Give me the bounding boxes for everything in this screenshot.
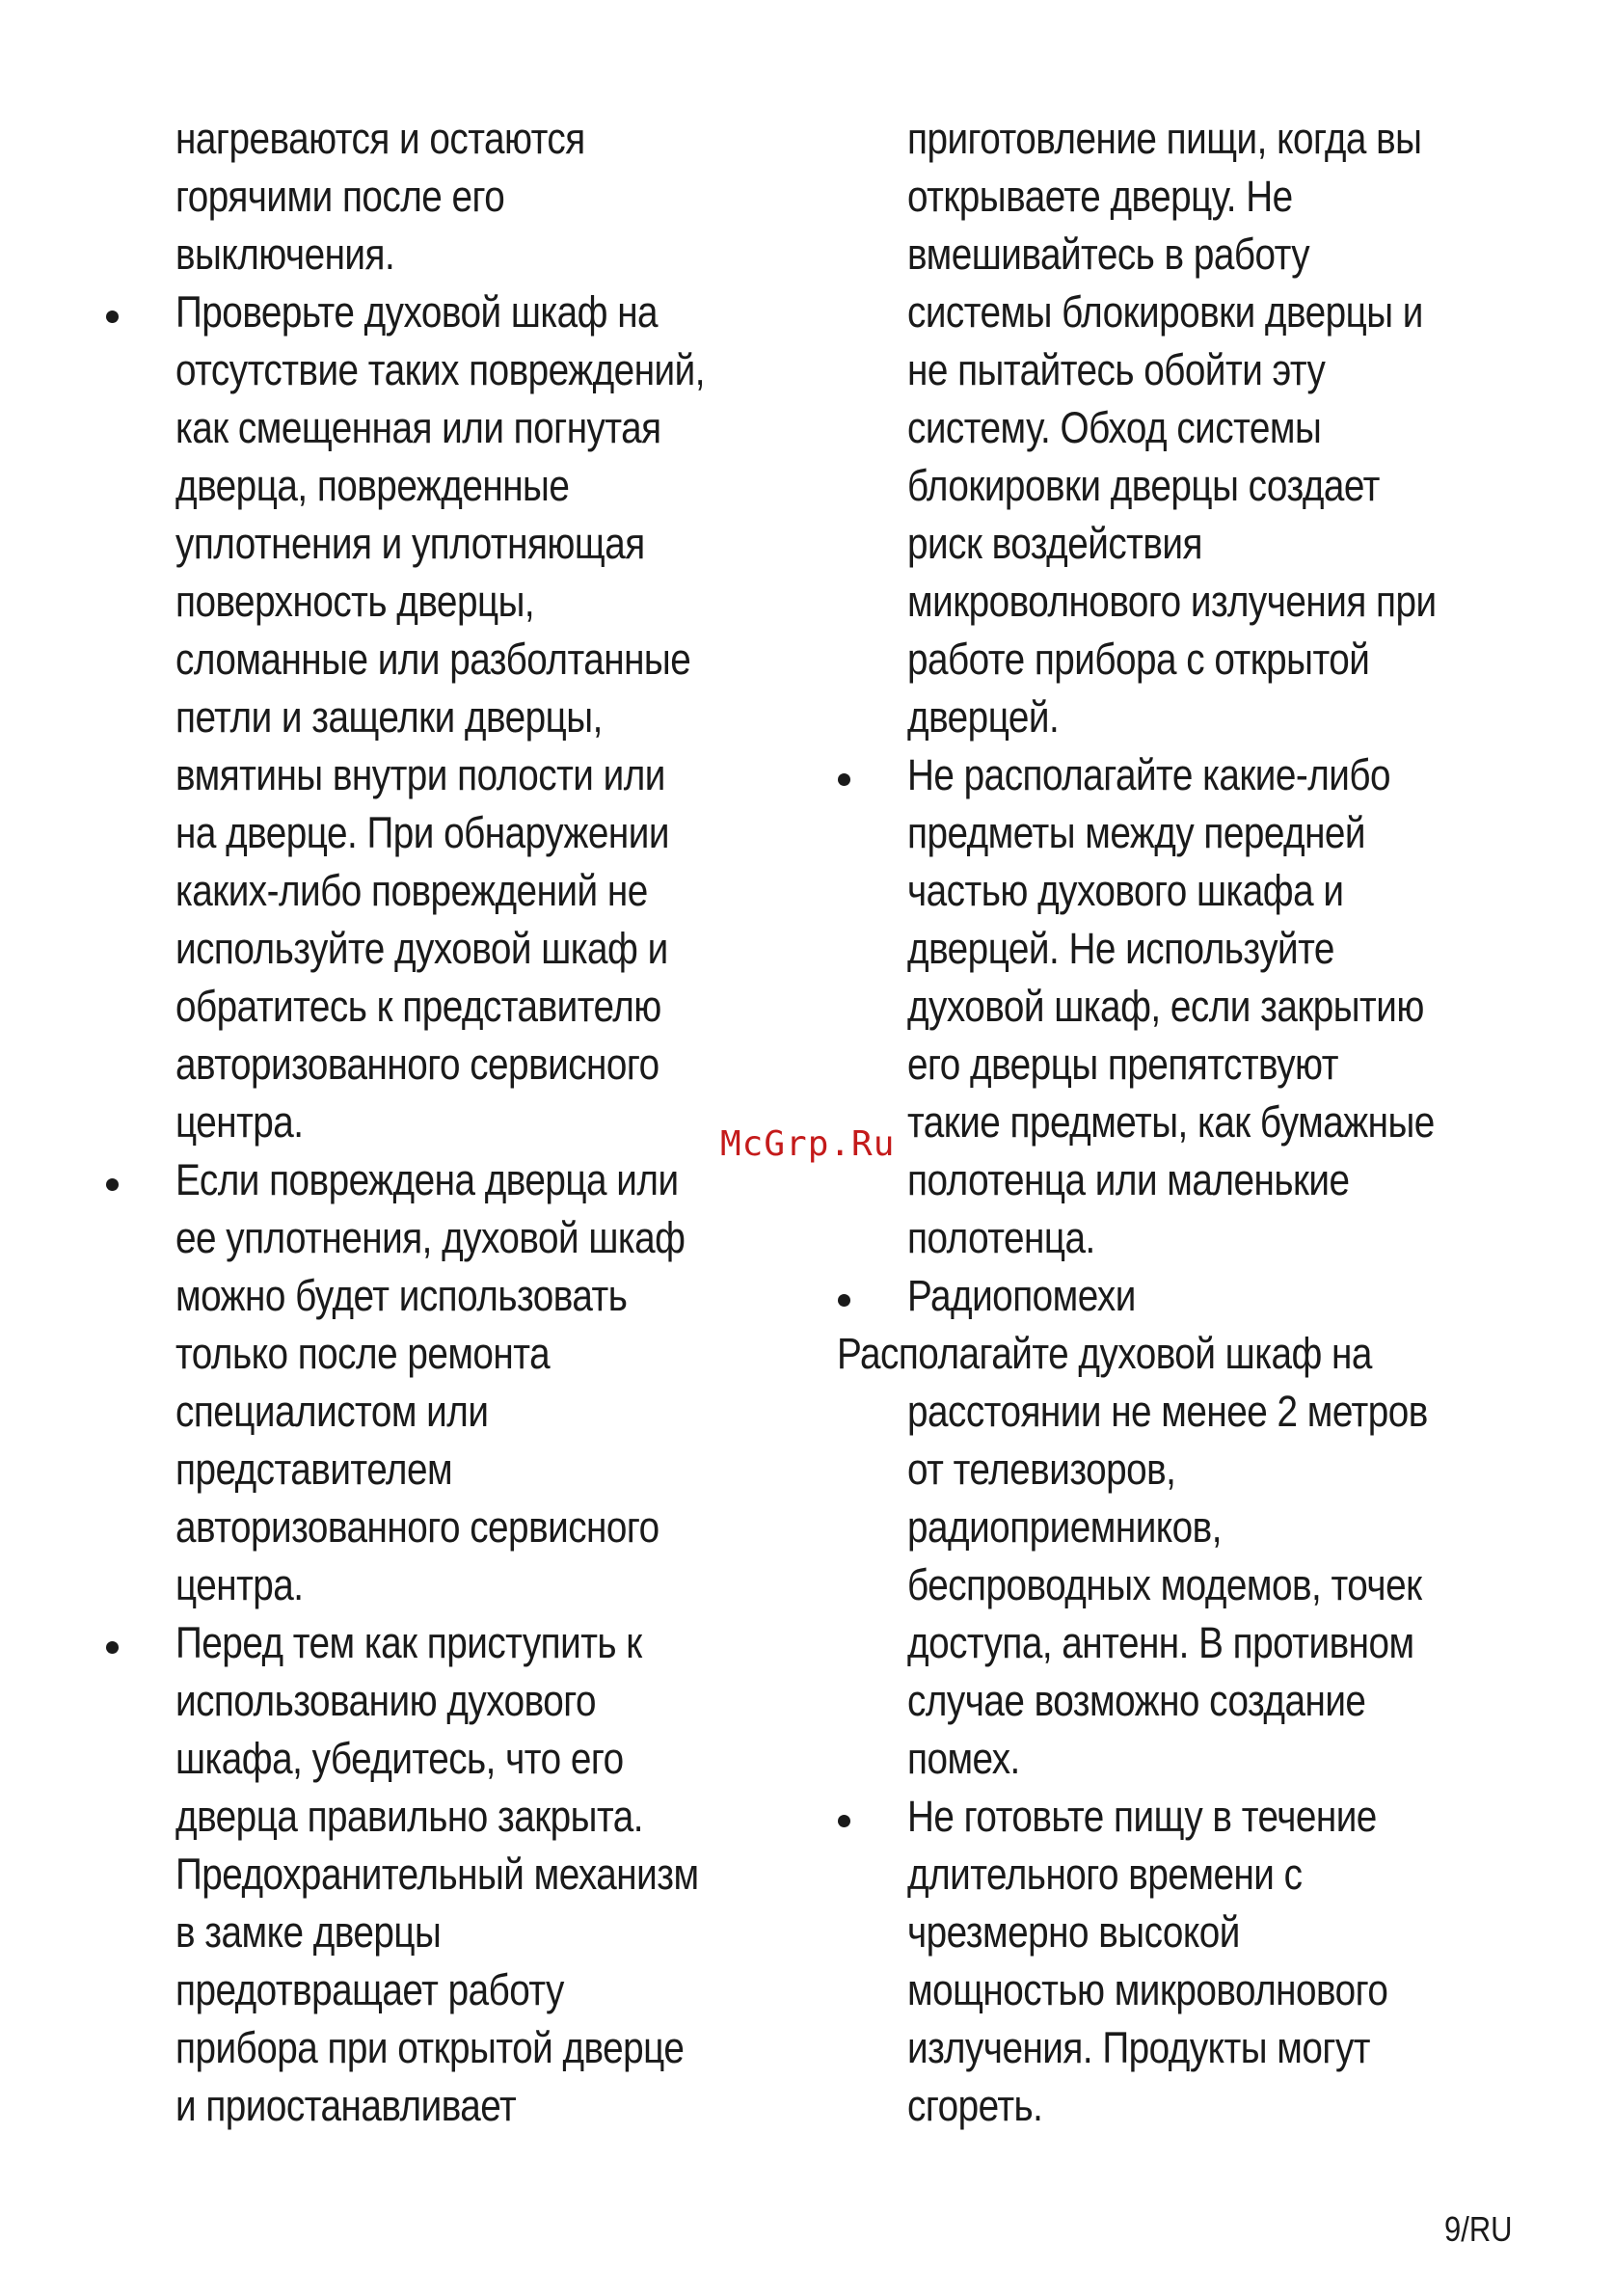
text-line: Перед тем как приступить к	[175, 1618, 642, 1667]
text-line: дверцей. Не используйте	[907, 924, 1334, 973]
text-line: авторизованного сервисного	[175, 1502, 659, 1552]
text-line: чрезмерно высокой	[907, 1907, 1240, 1957]
text-line: риск воздействия	[907, 519, 1202, 568]
text-line: уплотнения и уплотняющая	[175, 519, 645, 568]
text-line: мощностью микроволнового	[907, 1965, 1388, 2014]
text-line: радиоприемников,	[907, 1502, 1222, 1552]
text-line: вмятины внутри полости или	[175, 750, 665, 799]
text-line: духовой шкаф, если закрытию	[907, 982, 1424, 1031]
text-line: Располагайте духовой шкаф на	[837, 1329, 1372, 1378]
text-line: беспроводных модемов, точек	[907, 1560, 1422, 1609]
text-line: прибора при открытой дверце	[175, 2023, 685, 2072]
text-line: его дверцы препятствуют	[907, 1040, 1338, 1089]
text-line: микроволнового излучения при	[907, 577, 1437, 626]
text-line: от телевизоров,	[907, 1445, 1176, 1494]
watermark: McGrp.Ru	[720, 1124, 896, 1164]
text-line: использованию духового	[175, 1676, 597, 1725]
text-line: открываете дверцу. Не	[907, 172, 1293, 221]
text-line: работе прибора с открытой	[907, 635, 1370, 684]
bullet-icon	[106, 1641, 119, 1654]
text-line: Не готовьте пищу в течение	[907, 1792, 1377, 1841]
text-line: систему. Обход системы	[907, 403, 1322, 452]
bullet-icon	[106, 1178, 119, 1191]
text-line: горячими после его	[175, 172, 505, 221]
text-line: обратитесь к представителю	[175, 982, 661, 1031]
text-line: шкафа, убедитесь, что его	[175, 1734, 624, 1783]
text-line: как смещенная или погнутая	[175, 403, 661, 452]
text-line: случае возможно создание	[907, 1676, 1366, 1725]
text-line: Не располагайте какие-либо	[907, 750, 1391, 799]
text-line: используйте духовой шкаф и	[175, 924, 668, 973]
bullet-icon	[106, 311, 119, 323]
text-line: центра.	[175, 1097, 304, 1147]
text-line: можно будет использовать	[175, 1271, 628, 1320]
text-line: блокировки дверцы создает	[907, 461, 1380, 510]
text-line: предотвращает работу	[175, 1965, 564, 2014]
text-line: петли и защелки дверцы,	[175, 692, 603, 742]
bullet-icon	[838, 773, 850, 786]
text-line: только после ремонта	[175, 1329, 551, 1378]
text-line: сломанные или разболтанные	[175, 635, 691, 684]
text-line: длительного времени с	[907, 1850, 1303, 1899]
text-line: Радиопомехи	[907, 1271, 1136, 1320]
text-line: авторизованного сервисного	[175, 1040, 659, 1089]
text-line: в замке дверцы	[175, 1907, 442, 1957]
text-line: сгореть.	[907, 2081, 1043, 2130]
text-line: Если повреждена дверца или	[175, 1155, 679, 1204]
text-line: отсутствие таких повреждений,	[175, 345, 705, 394]
text-line: предметы между передней	[907, 808, 1366, 857]
text-line: представителем	[175, 1445, 453, 1494]
page-number: 9/RU	[1444, 2209, 1513, 2249]
text-line: специалистом или	[175, 1387, 489, 1436]
text-line: нагреваются и остаются	[175, 114, 585, 163]
text-line: помех.	[907, 1734, 1020, 1783]
text-line: ее уплотнения, духовой шкаф	[175, 1213, 686, 1262]
text-line: приготовление пищи, когда вы	[907, 114, 1422, 163]
text-line: расстоянии не менее 2 метров	[907, 1387, 1428, 1436]
text-line: вмешивайтесь в работу	[907, 230, 1310, 279]
text-line: излучения. Продукты могут	[907, 2023, 1371, 2072]
text-line: не пытайтесь обойти эту	[907, 345, 1326, 394]
text-line: Предохранительный механизм	[175, 1850, 699, 1899]
text-line: полотенца или маленькие	[907, 1155, 1350, 1204]
text-line: системы блокировки дверцы и	[907, 287, 1423, 337]
text-line: центра.	[175, 1560, 304, 1609]
text-line: поверхность дверцы,	[175, 577, 535, 626]
bullet-icon	[838, 1815, 850, 1827]
text-line: дверца правильно закрыта.	[175, 1792, 643, 1841]
text-line: на дверце. При обнаружении	[175, 808, 669, 857]
text-line: и приостанавливает	[175, 2081, 517, 2130]
text-line: каких-либо повреждений не	[175, 866, 648, 915]
text-line: полотенца.	[907, 1213, 1095, 1262]
text-line: Проверьте духовой шкаф на	[175, 287, 659, 337]
text-line: выключения.	[175, 230, 395, 279]
text-line: такие предметы, как бумажные	[907, 1097, 1435, 1147]
text-line: частью духового шкафа и	[907, 866, 1344, 915]
text-line: доступа, антенн. В противном	[907, 1618, 1414, 1667]
text-line: дверцей.	[907, 692, 1060, 742]
bullet-icon	[838, 1294, 850, 1307]
text-line: дверца, поврежденные	[175, 461, 570, 510]
